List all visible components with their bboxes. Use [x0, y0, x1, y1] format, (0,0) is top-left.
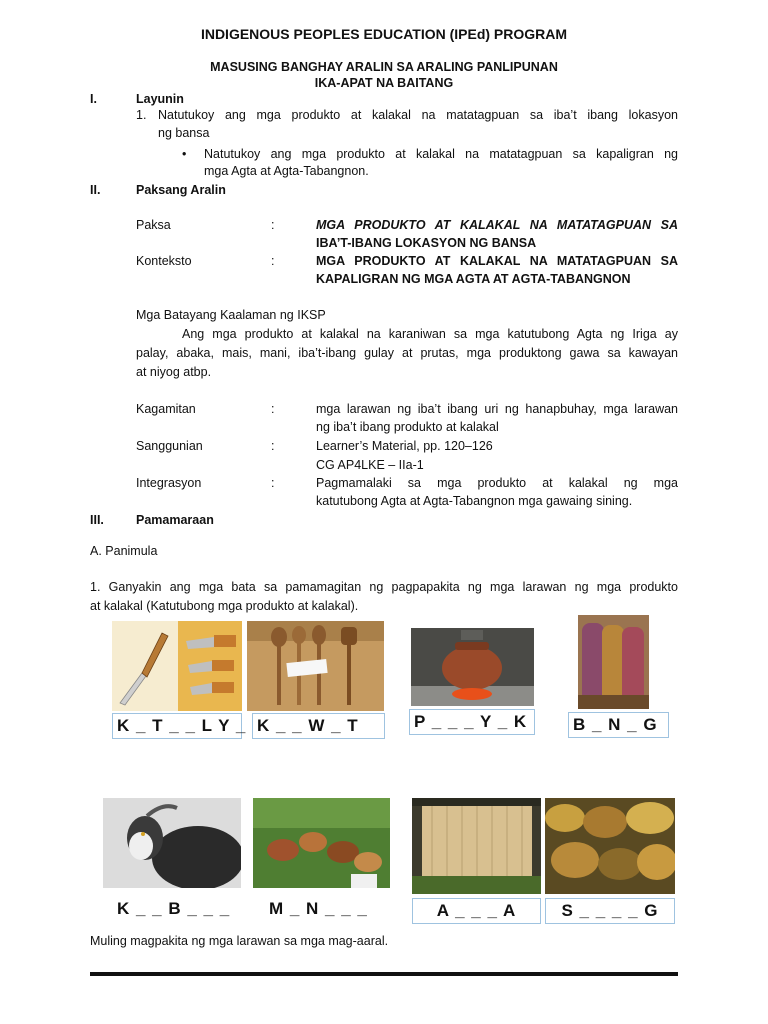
closing-instruction: Muling magpakita ng mga larawan sa mga mag-aaral. — [90, 934, 389, 948]
konteksto-line-2: KAPALIGRAN NG MGA AGTA AT AGTA-TABANGNON — [316, 272, 631, 286]
puzzle-abaca: A _ _ _ A — [412, 898, 541, 924]
abaca-fiber-image — [412, 798, 541, 894]
iksp-line-1: Ang mga produkto at kalakal na karaniwan sa mga katutubong Agta ng Iriga ay — [182, 327, 678, 341]
puzzle-mat: B _ N _ G — [568, 712, 669, 738]
section-number-3: III. — [90, 513, 104, 527]
paksa-line-2: IBA’T-IBANG LOKASYON NG BANSA — [316, 236, 537, 250]
kagamitan-line-2: ng iba’t ibang produkto at kalakal — [316, 420, 499, 434]
iksp-line-3: at niyog atbp. — [136, 365, 212, 379]
step1-line-1: 1. Ganyakin ang mga bata sa pamamagitan ng pagpapakita ng mga larawan ng mga produkto — [90, 580, 678, 594]
section-number-1: I. — [90, 92, 97, 106]
integrasyon-line-1: Pagmamalaki sa mga produkto at kalakal ng mga — [316, 476, 678, 490]
puzzle-ladles: K _ _ W _ T — [252, 713, 385, 739]
knife-image — [112, 621, 242, 711]
puzzle-pot: P _ _ _ Y _ K — [409, 709, 535, 735]
bottom-divider — [90, 972, 678, 976]
sanggunian-label: Sanggunian — [136, 439, 203, 453]
section-heading-pamamaraan: Pamamaraan — [136, 513, 214, 527]
iksp-line-2: palay, abaka, mais, mani, iba’t-ibang gulay at prutas, mga produktong gawa sa kawayan — [136, 346, 678, 360]
sub-objective-line-1: Natutukoy ang mga produkto at kalakal na matatagpuan sa kapaligran ng — [204, 147, 678, 161]
chickens-image — [253, 798, 390, 888]
objective-number: 1. — [136, 108, 147, 122]
step1-line-2: at kalakal (Katutubong mga produkto at kalakal). — [90, 599, 359, 613]
grade-level: IKA-APAT NA BAITANG — [314, 76, 454, 90]
paksa-line-1: MGA PRODUKTO AT KALAKAL NA MATATAGPUAN SA — [316, 218, 678, 232]
puzzle-bananas: S _ _ _ _ G — [545, 898, 675, 924]
puzzle-chickens: M _ N _ _ _ — [264, 896, 390, 922]
paksa-colon: : — [271, 218, 275, 232]
konteksto-label: Konteksto — [136, 254, 192, 268]
sub-heading-panimula: A. Panimula — [90, 544, 158, 558]
integrasyon-colon: : — [271, 476, 275, 490]
integrasyon-line-2: katutubong Agta at Agta-Tabangnon mga gawaing sining. — [316, 494, 633, 508]
konteksto-colon: : — [271, 254, 275, 268]
sub-objective-line-2: mga Agta at Agta-Tabangnon. — [204, 164, 369, 178]
woven-mat-image — [578, 615, 649, 709]
goat-image — [103, 798, 241, 888]
bullet-marker: • — [182, 147, 187, 161]
kagamitan-colon: : — [271, 402, 275, 416]
clay-pot-image — [411, 628, 534, 706]
kagamitan-label: Kagamitan — [136, 402, 196, 416]
integrasyon-label: Integrasyon — [136, 476, 202, 490]
objective-line-2: ng bansa — [158, 126, 210, 140]
bananas-image — [545, 798, 675, 894]
sanggunian-line-2: CG AP4LKE – IIa-1 — [316, 458, 424, 472]
sanggunian-colon: : — [271, 439, 275, 453]
puzzle-goat: K _ _ B _ _ _ — [112, 896, 238, 922]
program-title: INDIGENOUS PEOPLES EDUCATION (IPEd) PROGRAM — [200, 26, 568, 42]
wooden-ladles-image — [247, 621, 384, 711]
kagamitan-line-1: mga larawan ng iba’t ibang uri ng hanapbuhay, mga larawan — [316, 402, 678, 416]
iksp-heading: Mga Batayang Kaalaman ng IKSP — [136, 308, 326, 322]
section-number-2: II. — [90, 183, 101, 197]
plan-title: MASUSING BANGHAY ARALIN SA ARALING PANLIPUNAN — [210, 60, 558, 74]
konteksto-line-1: MGA PRODUKTO AT KALAKAL NA MATATAGPUAN SA — [316, 254, 678, 268]
section-heading-layunin: Layunin — [136, 92, 184, 106]
sanggunian-line-1: Learner’s Material, pp. 120–126 — [316, 439, 493, 453]
puzzle-knife: K _ T _ _ L Y _ — [112, 713, 242, 739]
objective-line-1: Natutukoy ang mga produkto at kalakal na matatagpuan sa iba’t ibang lokasyon — [158, 108, 678, 122]
section-heading-paksang-aralin: Paksang Aralin — [136, 183, 226, 197]
paksa-label: Paksa — [136, 218, 171, 232]
